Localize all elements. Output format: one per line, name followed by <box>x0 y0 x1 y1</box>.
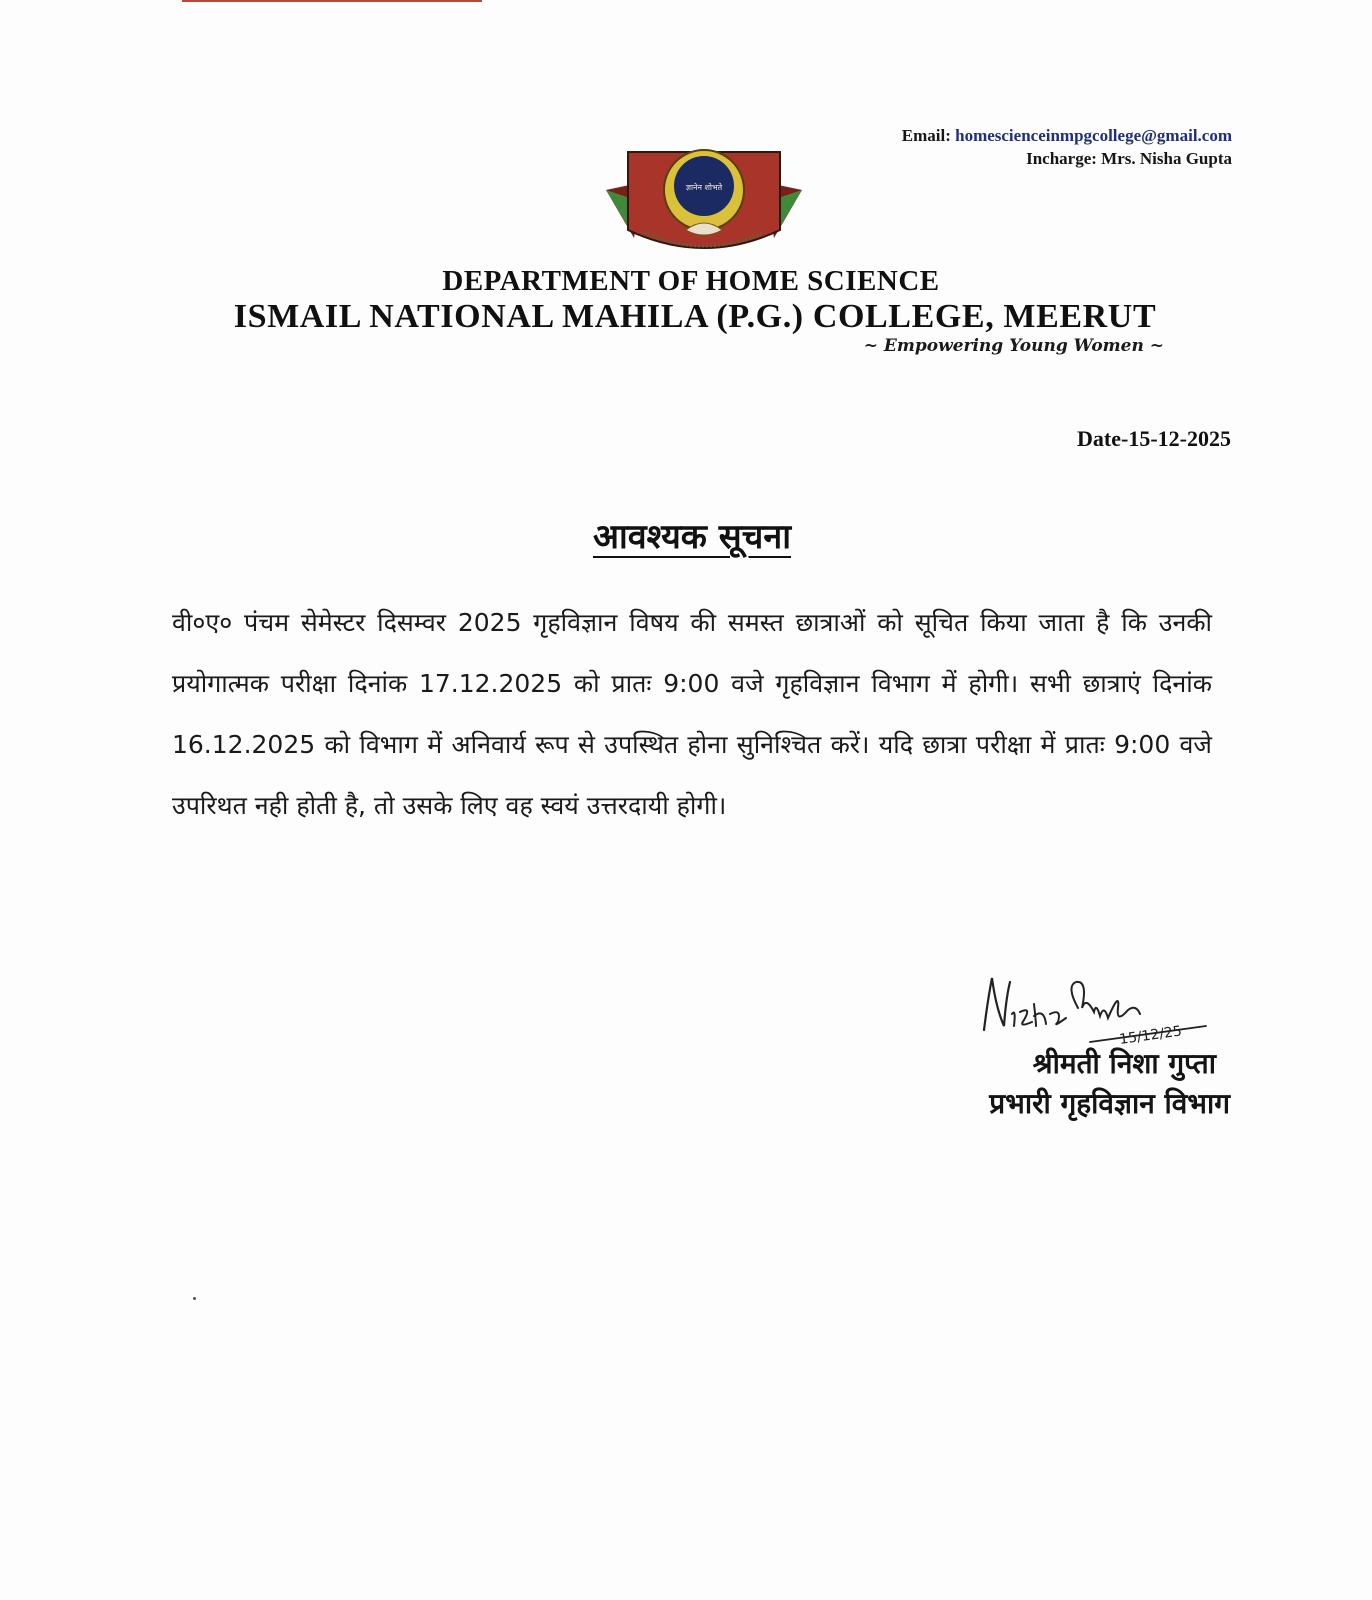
scan-edge-mark <box>182 0 482 2</box>
college-logo-icon <box>604 142 804 262</box>
email-label: Email: <box>901 126 951 145</box>
email-value: homescienceinmpgcollege@gmail.com <box>955 126 1232 145</box>
notice-body: वी०ए० पंचम सेमेस्टर दिसम्वर 2025 गृहविज्ञान विषय की समस्त छात्राओं को सूचित किया जाता है कि उनकी प्रयोगात्मक परीक्षा दिनांक 17.12.2025 को प्रातः 9:00 वजे गृहविज्ञान विभाग में होगी। सभी छात्राएं दिनांक 16.12.2025 को विभाग में अनिवार्य रूप से उपस्थित होना सुनिश्चित करें। यदि छात्रा परीक्षा में प्रातः 9:00 वजे उपरिथत नही होती है, तो उसके लिए वह स्वयं उत्तरदायी होगी। <box>172 608 1212 820</box>
svg-text:15/12/25: 15/12/25 <box>1118 1023 1183 1048</box>
incharge-line <box>902 147 1232 170</box>
notice-date: Date-15-12-2025 <box>1077 426 1231 451</box>
incharge-label: Incharge: <box>1026 149 1097 168</box>
incharge-value: Mrs. Nisha Gupta <box>1101 149 1232 168</box>
signatory-role: प्रभारी गृहविज्ञान विभाग <box>989 1087 1230 1120</box>
scan-speck <box>193 1297 196 1300</box>
college-tagline: ~ Empowering Young Women ~ <box>863 336 1164 356</box>
signatory-name: श्रीमती निशा गुप्ता <box>1032 1047 1216 1080</box>
department-heading: DEPARTMENT OF HOME SCIENCE <box>442 265 940 297</box>
email-line <box>902 124 1232 147</box>
college-heading: ISMAIL NATIONAL MAHILA (P.G.) COLLEGE, MEERUT <box>233 298 1157 335</box>
contact-block <box>902 124 1232 170</box>
notice-title: आवश्यक सूचना <box>592 517 792 557</box>
logo-motto: ज्ञानेन शोभते <box>685 183 723 192</box>
